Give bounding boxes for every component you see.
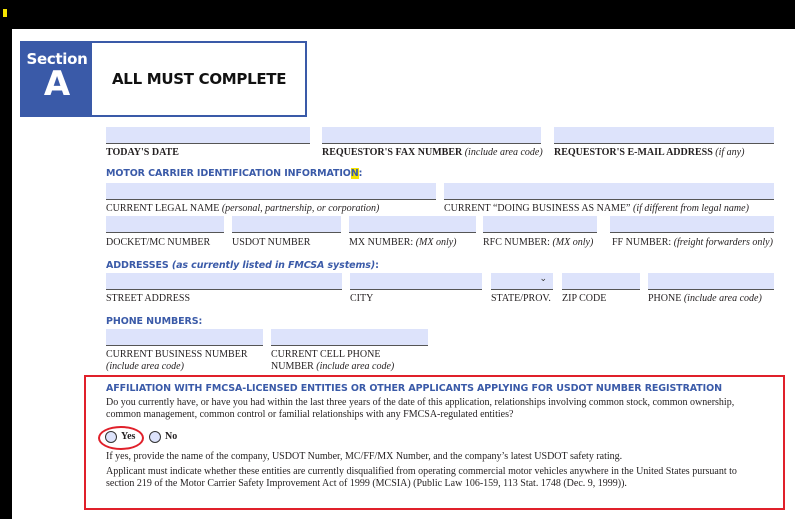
docket-mc-field[interactable]	[106, 216, 224, 233]
left-black-bar	[0, 0, 12, 519]
section-header	[20, 41, 307, 117]
chevron-down-icon: ⌄	[539, 274, 547, 284]
street-address-label: STREET ADDRESS	[106, 293, 190, 304]
ff-number-field[interactable]	[610, 216, 774, 233]
state-province-label: STATE/PROV.	[491, 293, 551, 304]
section-title: ALL MUST COMPLETE	[112, 70, 287, 88]
motor-carrier-heading: MOTOR CARRIER IDENTIFICATION INFORMATION:	[106, 168, 363, 179]
phone-label: PHONE (include area code)	[648, 293, 762, 304]
rfc-number-label: RFC NUMBER: (MX only)	[483, 237, 594, 248]
zip-code-label: ZIP CODE	[562, 293, 607, 304]
affiliation-heading: AFFILIATION WITH FMCSA-LICENSED ENTITIES OR OTHER APPLICANTS APPLYING FOR USDOT NUMBER REGISTRATION	[106, 383, 722, 394]
city-label: CITY	[350, 293, 374, 304]
addresses-heading: ADDRESSES (as currently listed in FMCSA systems):	[106, 260, 379, 271]
rfc-number-field[interactable]	[483, 216, 597, 233]
zip-code-field[interactable]	[562, 273, 640, 290]
fax-number-field[interactable]	[322, 127, 541, 144]
applicant-instruction: Applicant must indicate whether these entities are currently disqualified from operating commercial motor vehicles anywhere in the United States pursuant to section 219 of the Motor Carrier Safety Improvement Act of 1999 (MCSIA) (Public Law 106-159, 113 Stat. 1748 (Dec. 9, 1999)).	[106, 466, 737, 489]
cell-phone-label: CURRENT CELL PHONE NUMBER (include area code)	[271, 349, 395, 372]
city-field[interactable]	[350, 273, 482, 290]
section-tag	[22, 43, 92, 115]
email-label: REQUESTOR'S E-MAIL ADDRESS (if any)	[554, 147, 745, 158]
section-letter: A	[43, 64, 71, 104]
street-address-field[interactable]	[106, 273, 342, 290]
if-yes-instruction: If yes, provide the name of the company, USDOT Number, MC/FF/MX Number, and the company’s latest USDOT safety rating.	[106, 451, 623, 462]
affiliation-annotation-box	[84, 375, 785, 510]
usdot-label: USDOT NUMBER	[232, 237, 311, 248]
legal-name-label: CURRENT LEGAL NAME (personal, partnership, or corporation)	[106, 203, 380, 214]
cell-phone-field[interactable]	[271, 329, 428, 346]
dba-name-label: CURRENT “DOING BUSINESS AS NAME” (if different from legal name)	[444, 203, 749, 214]
text-cursor-marker	[3, 9, 7, 17]
fax-number-label: REQUESTOR'S FAX NUMBER (include area code)	[322, 147, 543, 158]
todays-date-field[interactable]	[106, 127, 310, 144]
yes-radio-label[interactable]: Yes	[121, 431, 136, 442]
business-number-field[interactable]	[106, 329, 263, 346]
todays-date-label: TODAY'S DATE	[106, 147, 179, 158]
phone-field[interactable]	[648, 273, 774, 290]
top-black-bar	[0, 0, 795, 29]
docket-mc-label: DOCKET/MC NUMBER	[106, 237, 211, 248]
usdot-field[interactable]	[232, 216, 341, 233]
mx-number-label: MX NUMBER: (MX only)	[349, 237, 457, 248]
email-field[interactable]	[554, 127, 774, 144]
business-number-label: CURRENT BUSINESS NUMBER (include area code)	[106, 349, 248, 372]
phone-numbers-heading: PHONE NUMBERS:	[106, 316, 203, 327]
affiliation-question: Do you currently have, or have you had within the last three years of the date of this application, relationships involving common stock, common ownership, common management, common control or familial relationships with any FMCSA-regulated entities?	[106, 397, 735, 420]
mx-number-field[interactable]	[349, 216, 476, 233]
state-province-select[interactable]	[491, 273, 553, 290]
ff-number-label: FF NUMBER: (freight forwarders only)	[612, 237, 773, 248]
section-word: Section	[26, 50, 88, 68]
no-radio-label[interactable]: No	[165, 431, 178, 442]
no-radio[interactable]	[149, 431, 161, 443]
dba-name-field[interactable]	[444, 183, 774, 200]
yes-annotation-circle	[98, 426, 144, 450]
legal-name-field[interactable]	[106, 183, 436, 200]
